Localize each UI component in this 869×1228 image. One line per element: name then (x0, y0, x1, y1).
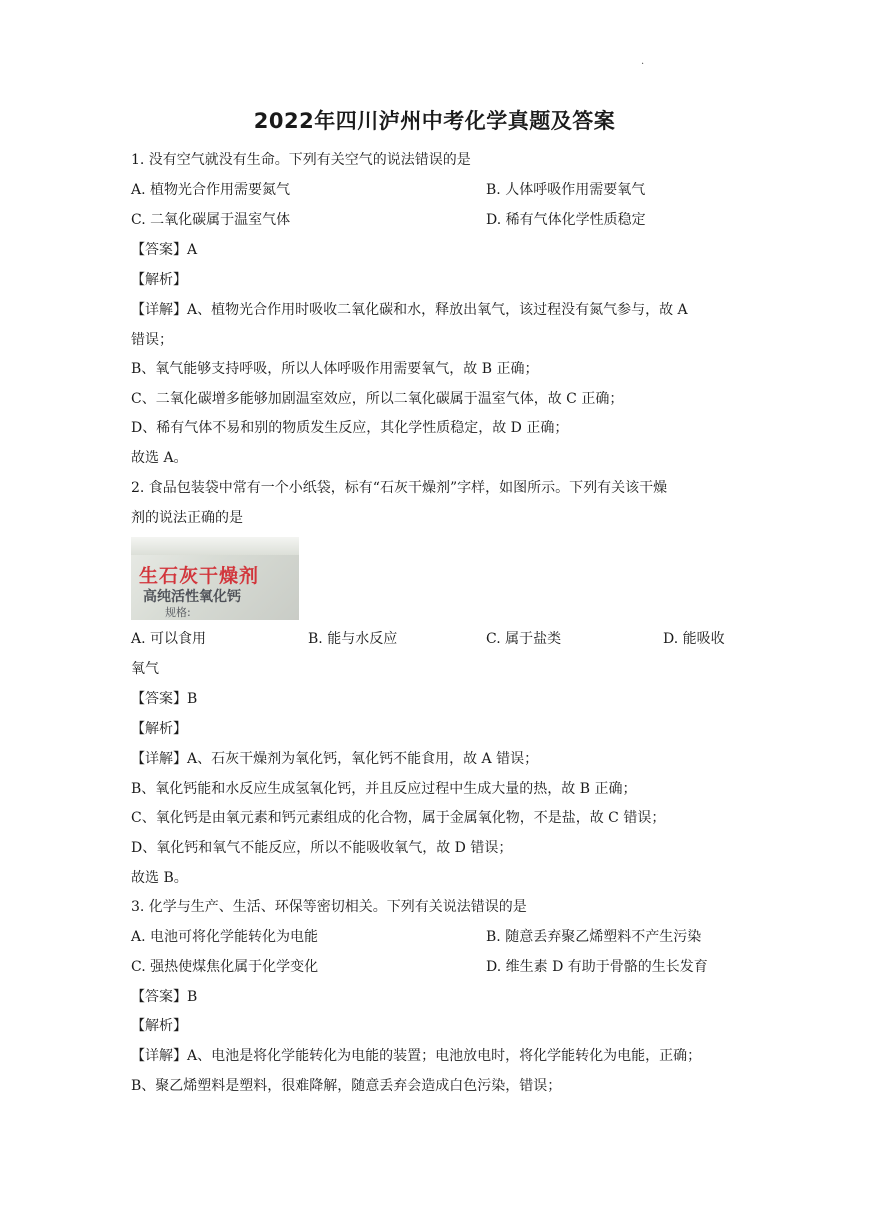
q3-detail-line: 【详解】A、电池是将化学能转化为电能的装置；电池放电时，将化学能转化为电能，正确； (131, 1048, 702, 1064)
q3-option-c: C. 强热使煤焦化属于化学变化 (131, 959, 319, 975)
q2-option-c: C. 属于盐类 (486, 631, 562, 647)
photo-label-main: 生石灰干燥剂 (139, 565, 260, 587)
q3-detail-line: B、聚乙烯塑料是塑料，很难降解，随意丢弃会造成白色污染，错误； (131, 1078, 562, 1094)
q3-answer: 【答案】B (131, 989, 198, 1005)
corner-mark: . (641, 56, 645, 67)
package-fold (131, 537, 299, 555)
q1-option-d: D. 稀有气体化学性质稳定 (486, 212, 646, 228)
q1-detail-line: B、氧气能够支持呼吸，所以人体呼吸作用需要氧气，故 B 正确； (131, 361, 539, 377)
q1-detail-line: C、二氧化碳增多能够加剧温室效应，所以二氧化碳属于温室气体，故 C 正确； (131, 391, 624, 407)
q2-detail-line: 【详解】A、石灰干燥剂为氧化钙，氧化钙不能食用，故 A 错误； (131, 751, 539, 767)
q2-option-a: A. 可以食用 (131, 631, 207, 647)
q3-option-b: B. 随意丢弃聚乙烯塑料不产生污染 (486, 929, 702, 945)
q2-stem-line: 2. 食品包装袋中常有一个小纸袋，标有“石灰干燥剂”字样，如图所示。下列有关该干燥 (131, 480, 668, 496)
photo-label-spec: 规格: (165, 606, 191, 619)
q1-option-a: A. 植物光合作用需要氮气 (131, 182, 291, 198)
q1-answer: 【答案】A (131, 242, 198, 258)
q2-answer: 【答案】B (131, 691, 198, 707)
desiccant-photo (131, 537, 299, 620)
q1-option-c: C. 二氧化碳属于温室气体 (131, 212, 291, 228)
q1-analysis-label: 【解析】 (131, 272, 187, 288)
q1-option-b: B. 人体呼吸作用需要氧气 (486, 182, 646, 198)
page-title: 2022年四川泸州中考化学真题及答案 (253, 109, 616, 133)
q2-stem-line: 剂的说法正确的是 (131, 510, 243, 526)
q3-analysis-label: 【解析】 (131, 1018, 187, 1034)
q1-detail-line: 【详解】A、植物光合作用时吸收二氧化碳和水，释放出氧气，该过程没有氮气参与，故 A (131, 302, 688, 318)
photo-label-sub: 高纯活性氧化钙 (143, 589, 241, 605)
q1-stem: 1. 没有空气就没有生命。下列有关空气的说法错误的是 (131, 152, 471, 168)
q2-analysis-label: 【解析】 (131, 721, 187, 737)
q2-detail-line: C、氧化钙是由氧元素和钙元素组成的化合物，属于金属氧化物，不是盐，故 C 错误； (131, 810, 666, 826)
q2-option-d-wrap: 氧气 (131, 661, 159, 677)
q1-detail-line: 错误； (131, 332, 173, 348)
q1-detail-line: D、稀有气体不易和别的物质发生反应，其化学性质稳定，故 D 正确； (131, 420, 569, 436)
q2-option-d: D. 能吸收 (663, 631, 725, 647)
q3-option-d: D. 维生素 D 有助于骨骼的生长发育 (486, 959, 708, 975)
q3-option-a: A. 电池可将化学能转化为电能 (131, 929, 319, 945)
q2-option-b: B. 能与水反应 (308, 631, 398, 647)
q1-conclusion: 故选 A。 (131, 450, 188, 466)
q3-stem: 3. 化学与生产、生活、环保等密切相关。下列有关说法错误的是 (131, 899, 527, 915)
q2-detail-line: D、氧化钙和氧气不能反应，所以不能吸收氧气，故 D 错误； (131, 840, 513, 856)
q2-detail-line: B、氧化钙能和水反应生成氢氧化钙，并且反应过程中生成大量的热，故 B 正确； (131, 781, 637, 797)
q2-conclusion: 故选 B。 (131, 870, 188, 886)
